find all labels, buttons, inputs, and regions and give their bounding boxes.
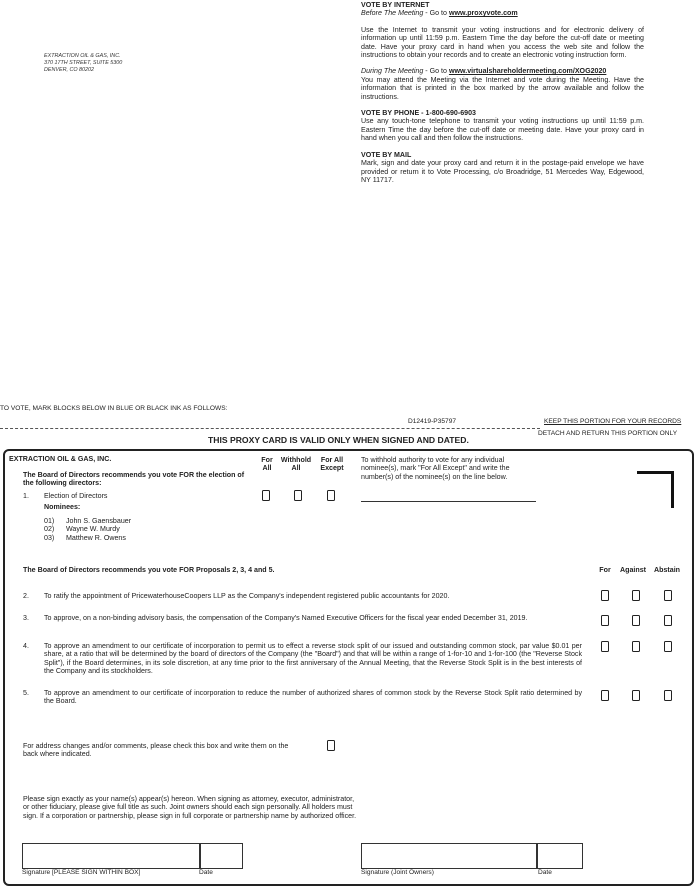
return-address — [44, 53, 122, 74]
col-abstain: Abstain — [653, 566, 680, 574]
board-recommendation-directors: The Board of Directors recommends you vote FOR the election of the following directors: — [23, 471, 245, 488]
perforation-line — [0, 428, 540, 429]
proposal-4-for-checkbox[interactable] — [601, 641, 609, 652]
proposal-5-for-checkbox[interactable] — [601, 690, 609, 701]
proposal-5-num: 5. — [23, 689, 29, 697]
proposal-4-text: To approve an amendment to our certificate of incorporation to permit us to effect a reverse stock split of our issued and outstanding common stock, par value $0.01 per share, at a ratio that will be determined by the board of directors of the Company (the "Board") and that will be within a range of 1-for-10 and 1-for-100 (the "Reverse Stock Split"), if the Board determines, in its sole discretion, at any time prior to the first anniversary of the Annual Meeting, that the Reverse Stock Split is in the best interests of the Company and its stockholders. — [44, 642, 582, 676]
proposal-2-against-checkbox[interactable] — [632, 590, 640, 601]
vote-internet-heading: VOTE BY INTERNET — [361, 1, 430, 9]
during-meeting-text: You may attend the Meeting via the Internet and vote during the Meeting. Have the information that is printed in the box marked by the arrow available and follow the instructions. — [361, 75, 644, 101]
control-code: D12419-P35797 — [408, 418, 457, 425]
nominees-label: Nominees: — [44, 503, 81, 511]
proposal-4-abstain-checkbox[interactable] — [664, 641, 672, 652]
for-all-checkbox[interactable] — [262, 490, 270, 501]
proposal-3-num: 3. — [23, 614, 29, 622]
proposal-2-abstain-checkbox[interactable] — [664, 590, 672, 601]
ink-instructions: TO VOTE, MARK BLOCKS BELOW IN BLUE OR BLACK INK AS FOLLOWS: — [0, 405, 228, 412]
col-for-all-except: For All Except — [320, 456, 344, 473]
nominee-item: 03) Matthew R. Owens — [44, 533, 126, 542]
nominee-item: 01) John S. Gaensbauer — [44, 517, 132, 525]
address-change-text: For address changes and/or comments, please check this box and write them on the back where indicated. — [23, 742, 289, 759]
return-address-city: DENVER, CO 80202 — [44, 67, 95, 73]
before-goto: - Go to — [423, 9, 449, 18]
virtual-meeting-link[interactable]: www.virtualshareholdermeeting.com/XOG2020 — [448, 67, 607, 76]
company-name: EXTRACTION OIL & GAS, INC. — [9, 455, 112, 463]
proposal-4-num: 4. — [23, 642, 29, 650]
proposal-4-against-checkbox[interactable] — [632, 641, 640, 652]
joint-date-box[interactable] — [536, 843, 583, 869]
proposal-3-text: To approve, on a non-binding advisory basis, the compensation of the Company's Named Executive Officers for the fiscal year ended December 31, 2019. — [44, 614, 528, 622]
col-for: For — [599, 566, 611, 574]
during-meeting-label: During The Meeting — [361, 67, 424, 76]
withhold-all-checkbox[interactable] — [294, 490, 302, 501]
proposal-2-for-checkbox[interactable] — [601, 590, 609, 601]
proposal-2-text: To ratify the appointment of PricewaterhouseCoopers LLP as the Company's independent registered public accountants for 2020. — [44, 592, 450, 600]
signature-box[interactable] — [22, 843, 201, 869]
address-change-checkbox[interactable] — [327, 740, 335, 751]
col-for-all: For All — [261, 456, 273, 473]
proposal-3-for-checkbox[interactable] — [601, 615, 609, 626]
return-address-name: EXTRACTION OIL & GAS, INC. — [44, 53, 121, 59]
detach-portion: DETACH AND RETURN THIS PORTION ONLY — [538, 430, 678, 437]
return-address-street: 370 17TH STREET, SUITE 5300 — [44, 60, 123, 66]
item1-label: Election of Directors — [44, 492, 108, 500]
proposal-5-text: To approve an amendment to our certificate of incorporation to reduce the number of authorized shares of common stock by the Reverse Stock Split ratio determined by the Board. — [44, 689, 582, 706]
joint-signature-label: Signature (Joint Owners) — [361, 869, 434, 876]
vote-phone-text: Use any touch-tone telephone to transmit your voting instructions up until 11:59 p.m. Eastern Time the day before the cut-off date or meeting date. Have your proxy card in hand when you call and then follow the instructions. — [361, 117, 644, 143]
board-recommendation-proposals: The Board of Directors recommends you vote FOR Proposals 2, 3, 4 and 5. — [23, 566, 275, 574]
vote-internet-text: Use the Internet to transmit your voting instructions and for electronic delivery of information up until 11:59 p.m. Eastern Time the day before the cut-off date or meeting date. Have your proxy card in hand when you access the web site and follow the instructions to obtain your records and to create an electronic voting instruction form. — [361, 25, 644, 60]
proposal-5-against-checkbox[interactable] — [632, 690, 640, 701]
before-meeting-label: Before The Meeting — [361, 9, 424, 18]
vote-mail-text: Mark, sign and date your proxy card and return it in the postage-paid envelope we have provided or return it to Vote Processing, c/o Broadridge, 51 Mercedes Way, Edgewood, NY 11717. — [361, 159, 644, 184]
valid-notice: THIS PROXY CARD IS VALID ONLY WHEN SIGNED AND DATED. — [208, 435, 469, 445]
during-goto: - Go to — [423, 67, 449, 76]
col-withhold-all: Withhold All — [280, 456, 312, 473]
date-box[interactable] — [199, 843, 243, 869]
nominee-write-in-line[interactable] — [361, 501, 536, 502]
item1-num: 1. — [23, 492, 29, 500]
joint-date-label: Date — [538, 869, 552, 876]
vote-phone-heading: VOTE BY PHONE - 1-800-690-6903 — [361, 109, 476, 118]
keep-portion: KEEP THIS PORTION FOR YOUR RECORDS — [544, 418, 682, 425]
withhold-instruction: To withhold authority to vote for any individual nominee(s), mark "For All Except" and write the number(s) of the nominee(s) on the line below. — [361, 456, 510, 481]
for-all-except-checkbox[interactable] — [327, 490, 335, 501]
nominee-list — [44, 517, 131, 542]
date-label: Date — [199, 869, 213, 876]
voting-methods — [361, 1, 644, 184]
vote-mail-heading: VOTE BY MAIL — [361, 150, 412, 159]
joint-signature-box[interactable] — [361, 843, 538, 869]
proxyvote-link[interactable]: www.proxyvote.com — [448, 9, 518, 18]
proposal-3-abstain-checkbox[interactable] — [664, 615, 672, 626]
proposal-3-against-checkbox[interactable] — [632, 615, 640, 626]
nominee-item: 02) Wayne W. Murdy — [44, 525, 120, 534]
proposal-2-num: 2. — [23, 592, 29, 600]
col-against: Against — [619, 566, 646, 574]
proposal-5-abstain-checkbox[interactable] — [664, 690, 672, 701]
signature-label: Signature [PLEASE SIGN WITHIN BOX] — [22, 869, 141, 876]
corner-mark-icon — [637, 471, 674, 508]
sign-instructions: Please sign exactly as your name(s) appear(s) hereon. When signing as attorney, executor, administrator, or other fiduciary, please give full title as such. Joint owners should each sign personally. All holders must sign. If a corporation or partnership, please sign in full corporate or partnership name by authorized officer. — [23, 795, 357, 820]
